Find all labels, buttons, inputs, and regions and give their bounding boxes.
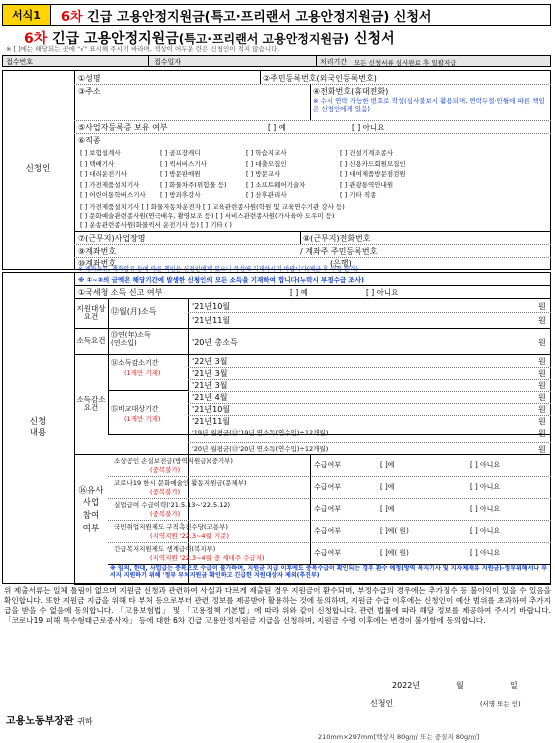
similar-program-note-tag: (중복불가)	[150, 510, 181, 518]
contents-section-label: 신청 내용	[29, 416, 47, 438]
similar-program-note-tag: (중복불가)	[150, 488, 181, 496]
occupation-option[interactable]: [ ] 기타 직종	[340, 191, 377, 199]
page-title-prefix: 6차	[24, 31, 48, 47]
occupation-option[interactable]: [ ] 산후관리사	[246, 191, 287, 199]
occupation-option[interactable]: [ ] 대출모집인	[246, 159, 287, 168]
recipient-suffix: 귀하	[77, 717, 93, 726]
header-title-prefix: 6차	[61, 9, 83, 25]
reception-date-label: 접수일자	[154, 58, 182, 66]
occupation-option[interactable]: [ ] 건설기계조종사	[340, 149, 394, 157]
receive-no-checkbox[interactable]: [ ] 아니요	[470, 527, 501, 535]
decrease-month-row[interactable]: '22년 3월	[192, 357, 228, 366]
won-unit: 원	[538, 381, 546, 390]
consent-statement: 위 제출서류는 일체 틀림이 없으며 지원금 신청과 관련하여 사실과 다르게 제출된 경우 지원금이 환수되며, 부정수급의 경우에는 추가징수 등 불이익이 있을 수 있음을 확인합니다. 또한 지원금 지급을 위해 타 부처 등으로부터 관련 정보를 제공받아 활용하는 것에 동의하며, 지원금 수급 이후에는 신청인이 예산 범위를 초과하여 추가지급을 받을 수 없음에 동의합니다. 「고용보험법」 및 「고용정책 기본법」에 따라 위와 같이 신청합니다. 관련 법률에 따라 해당 정보를 제공하여 주시기 바랍니다. 「코로나19 피해 특수형태근로종사자」 등에 대한 6차 긴급 고용안정지원금 지급을 신청하며, 지원금 수령 이후에는 변경이 불가함에 동의합니다.	[4, 586, 551, 626]
occupation-option[interactable]: [ ] 소프트웨어기술자	[246, 180, 306, 189]
phone-field[interactable]: ④전화번호(휴대전화)	[313, 87, 389, 96]
occupation-option[interactable]: [ ] 보험설계사	[80, 149, 121, 157]
date-month[interactable]: 월	[456, 681, 464, 690]
processing-period-value: 모든 신청서류 심사완료 후 일괄지급	[354, 59, 457, 67]
date-day[interactable]: 일	[510, 681, 518, 690]
name-field[interactable]: ①성명	[78, 74, 101, 83]
header-title-text: 긴급 고용안정지원금(특고·프리랜서 고용안정지원금) 신청서	[82, 9, 432, 25]
processing-period-label: 처리기간	[320, 58, 348, 66]
compare-period-note: (1개만 기재)	[124, 415, 161, 423]
occupation-option[interactable]: [ ] 골프장캐디	[160, 149, 201, 157]
receive-no-checkbox[interactable]: [ ] 아니요	[470, 549, 501, 557]
won-unit: 원	[538, 393, 546, 402]
header-title	[51, 6, 432, 25]
occupation-option[interactable]: [ ] 대여제품방문점검원	[340, 170, 406, 178]
similar-program-note-tag: (지역지원 '22.3~4월 기준)	[150, 532, 229, 540]
occupation-row-6[interactable]: [ ] 가전제품설치기사 [ ] 화물자동차운전자 [ ] 교육관련종사원(학원 및 교육연수기관 강사 등)	[80, 203, 345, 211]
receive-status-label: 수급여부	[314, 549, 342, 557]
annual-income-row[interactable]: '20년 총소득	[192, 338, 238, 347]
receive-yes-checkbox[interactable]: [ ]예( 원)	[380, 527, 409, 535]
income-decrease-label: 소득감소요건	[76, 394, 106, 412]
reception-no-label: 접수번호	[6, 58, 34, 66]
workplace-field[interactable]: ⑦(근무지)사업장명	[78, 234, 146, 243]
annual-income-label: ⑬연(年)소득 (연소입)	[111, 331, 151, 348]
form-header	[2, 4, 551, 26]
avg-row-2[interactable]: '20년 월평균(⑬'20년 연소득(연수입)÷12개월)	[192, 445, 329, 453]
receive-yes-checkbox[interactable]: [ ]예	[380, 483, 395, 491]
won-c8: 원	[538, 445, 546, 454]
won-unit: 원	[538, 417, 546, 426]
similar-program-name: 소상공인 손실보전금(방역지원금)(중기부)	[114, 457, 233, 465]
decrease-month-row[interactable]: '21년 3월	[192, 369, 228, 378]
rrn-field[interactable]: ②주민등록번호(외국인등록번호)	[263, 74, 377, 83]
won-b1: 원	[538, 338, 546, 347]
receive-no-checkbox[interactable]: [ ] 아니요	[470, 483, 501, 491]
recipient-name: 고용노동부장관	[6, 716, 74, 727]
occupation-option[interactable]: [ ] 신용카드회원모집인	[340, 159, 406, 168]
page-title-sub: (특고·프리랜서 고용안정지원금)	[178, 32, 350, 46]
account-note: ※ 계좌오류, 계좌압류 등에 따른 책임은 신청인에게 있으니 작성에 기재하시기 바랍니다(예금 후 수정 불가)	[78, 266, 358, 273]
account-no-field[interactable]: ⑩계좌번호	[78, 259, 117, 268]
monthly-income-label: ⑫월(月)소득	[111, 307, 157, 316]
occupation-option[interactable]: [ ] 택배기사	[80, 159, 115, 168]
tax-report-yes-checkbox[interactable]: [ ] 예	[290, 288, 308, 297]
phone-note: ※ 수시 연락 가능한 번호로 작성(심사불보시 활용되며, 연락두절·안될에 따른 책임은 신청인에게 있음)	[313, 97, 545, 114]
form-number-badge: 서식1	[3, 5, 51, 25]
occupation-option[interactable]: [ ] 학습지교사	[246, 149, 287, 157]
occupation-option[interactable]: [ ] 방과후강사	[160, 191, 201, 199]
won-unit: 원	[538, 405, 546, 414]
occupation-option[interactable]: [ ] 방문판매원	[160, 170, 201, 178]
similar-program-name: 실업급여 수급이력('21.5.13~'22.5.12)	[114, 501, 231, 509]
income-requirement-label: 소득요건	[76, 335, 106, 345]
recipient-label	[6, 712, 93, 727]
instruction-note: ※ [ ]에는 해당되는 곳에 "√" 표시해 주시기 바라며, 색상이 어두운 란은 신청인이 적지 않습니다.	[6, 45, 280, 53]
receive-yes-checkbox[interactable]: [ ]예	[380, 505, 395, 513]
occupation-option[interactable]: [ ] 어린이통학버스기사	[80, 191, 146, 199]
decrease-month-row[interactable]: '21년 4월	[192, 393, 228, 402]
biz-reg-label: ⑤사업자등록증 보유 여부	[78, 123, 168, 132]
account-holder-rrn-field[interactable]: / 계좌주 주민등록번호	[300, 247, 378, 256]
decrease-month-row[interactable]: '21년 3월	[192, 381, 228, 390]
decrease-month-row[interactable]: '21년11월	[192, 417, 231, 426]
decrease-period-label: ⑭소득감소기간	[111, 359, 159, 367]
occupation-option[interactable]: [ ] 화물차주(위험물 등)	[160, 180, 227, 189]
receive-status-label: 수급여부	[314, 505, 342, 513]
similar-program-name: 긴급복지지원제도 생계급여(복지부)	[114, 545, 216, 553]
biz-reg-yes-checkbox[interactable]: [ ] 예	[268, 123, 286, 132]
occupation-row-7[interactable]: [ ] 문화예술관련종사원(연극배우, 촬영보조 등) [ ] 서비스관련종사원(가사육아 도우미 등)	[80, 212, 335, 220]
receive-status-label: 수급여부	[314, 483, 342, 491]
receive-no-checkbox[interactable]: [ ] 아니요	[470, 461, 501, 469]
occupation-option[interactable]: [ ] 관광통역안내원	[340, 180, 394, 189]
occupation-row-8[interactable]: [ ] 운송관련종사원(화물퀵서 운전기사 등) [ ] 기타 ( )	[80, 221, 232, 229]
decrease-period-note: (1개만 기재)	[124, 369, 161, 377]
address-field[interactable]: ③주소	[78, 87, 101, 96]
receive-yes-checkbox[interactable]: [ ]예( 원)	[380, 549, 409, 557]
occupation-option[interactable]: [ ] 가전제품설치기사	[80, 180, 140, 189]
receive-status-label: 수급여부	[314, 461, 342, 469]
receive-yes-checkbox[interactable]: [ ]예	[380, 461, 395, 469]
paper-spec: 210mm×297mm[백상지 80g/㎡ 또는 중질지 80g/㎡]	[318, 733, 480, 741]
compare-period-label: ⑮비교대상기간	[111, 405, 159, 413]
occupation-option[interactable]: [ ] 방문교사	[246, 170, 281, 178]
similar-program-note-tag: (중복불가)	[150, 466, 181, 474]
applicant-sign-label: 신청인	[370, 699, 394, 708]
similar-program-note: ※ 임의, 한대, 사업급는 중복으로 수급이 불가하며, 지원금 지급 이후에도 중복수급이 확인되는 경우 환수 예정(방역 복지기사 및 지자체재유 지원금)-정부위해서나 부서지 지원하기 위해 '정부 부처지원금 확인하고 긴급한 지원대상자 제외(추진부)	[110, 565, 548, 579]
tax-report-no-checkbox[interactable]: [ ] 아니요	[366, 288, 399, 297]
won-a1: 원	[538, 302, 546, 311]
date-year[interactable]: 2022년	[392, 681, 421, 690]
biz-reg-no-checkbox[interactable]: [ ] 아니요	[352, 123, 385, 132]
page-title-suffix: 신청서	[349, 31, 395, 47]
month-row-a2[interactable]: '21년11월	[192, 316, 231, 325]
occupation-option[interactable]: [ ] 퀵서비스기사	[160, 159, 207, 168]
won-unit: 원	[538, 357, 546, 366]
account-field[interactable]: ⑨계좌번호	[78, 247, 117, 256]
reception-row	[2, 55, 551, 67]
receive-status-label: 수급여부	[314, 527, 342, 535]
page-title-main: 긴급 고용안정지원금	[47, 31, 179, 47]
won-unit: 원	[538, 369, 546, 378]
month-row-a1[interactable]: '21년10월	[192, 302, 231, 311]
similar-program-name: 국민취업지원제도 구직촉진수당(고용부)	[114, 523, 228, 531]
signature-field[interactable]: (서명 또는 인)	[480, 700, 521, 708]
support-target-label: 지원대상요건	[76, 303, 106, 321]
applicant-section-label: 신청인	[25, 164, 51, 175]
occupation-option[interactable]: [ ] 대리운전기사	[80, 170, 127, 178]
decrease-month-row[interactable]: '21년10월	[192, 405, 231, 414]
won-c7: 원	[538, 429, 546, 438]
tax-report-label: ①국세청 소득 신고 여부	[78, 288, 163, 297]
avg-row-1[interactable]: '19년 월평균(⑬'19년 연소득(연수입)÷12개월)	[192, 429, 329, 437]
income-intro-note: ※ ①~③의 금액은 해당기간에 발생한 신청인의 모든 소득을 기재하여 합니다(누락시 부정수급 조사)	[78, 276, 364, 284]
receive-no-checkbox[interactable]: [ ] 아니요	[470, 505, 501, 513]
similar-program-label: ⑯유사 사업 참여 여부	[78, 485, 104, 534]
similar-program-note-tag: (지역지원 '22.3~4월 중 세대주 수급자)	[150, 554, 265, 562]
similar-program-name: 코로나19 한시 문화예술인 활동지원금(문체부)	[114, 479, 247, 487]
bank-label: (은행)	[330, 259, 352, 268]
occupation-label: ⑥직종	[78, 136, 101, 145]
won-a2: 원	[538, 316, 546, 325]
workplace-phone-field[interactable]: ⑧(근무지)전화번호	[303, 234, 371, 243]
